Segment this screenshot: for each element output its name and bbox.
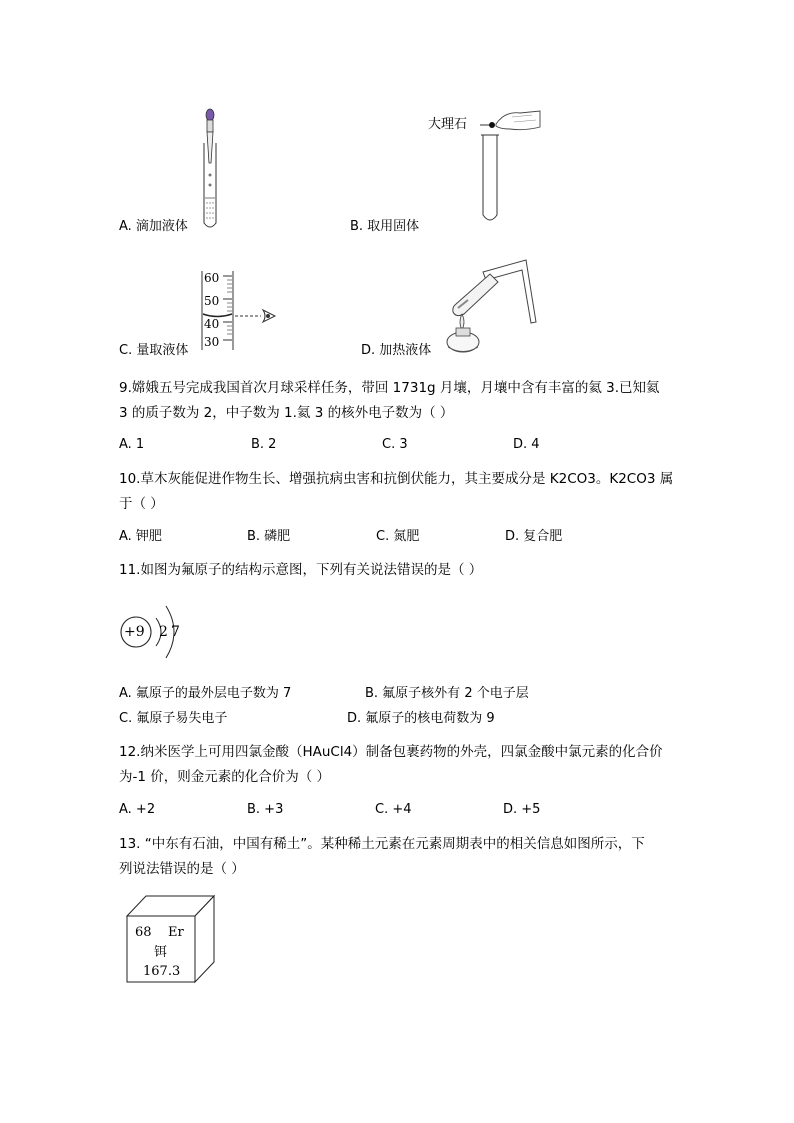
q9-stem-line1: 9.嫦娥五号完成我国首次月球采样任务，带回 1731g 月壤，月壤中含有丰富的氦 3.已知氦	[119, 380, 660, 396]
option-b-label: B. 取用固体	[350, 219, 420, 234]
q10-option-a[interactable]: A. 钾肥	[119, 529, 162, 544]
q9-option-c[interactable]: C. 3	[382, 437, 408, 452]
q12-option-a[interactable]: A. +2	[119, 802, 156, 817]
tick-60: 60	[204, 271, 220, 285]
q12-option-d[interactable]: D. +5	[503, 802, 541, 817]
q10-stem-line1: 10.草木灰能促进作物生长、增强抗病虫害和抗倒伏能力，其主要成分是 K2CO3。K2CO3 属	[119, 471, 674, 487]
shell1-electrons: 2	[159, 624, 168, 640]
q13-stem-line2: 列说法错误的是（ ）	[119, 861, 245, 877]
q11-stem-line1: 11.如图为氟原子的结构示意图，下列有关说法错误的是（ ）	[119, 562, 483, 578]
q12-stem-line2: 为-1 价，则金元素的化合价为（ ）	[119, 769, 331, 785]
atomic-mass: 167.3	[143, 964, 181, 979]
q11-option-d[interactable]: D. 氟原子的核电荷数为 9	[347, 711, 495, 726]
q10-option-c[interactable]: C. 氮肥	[376, 529, 420, 544]
dropper-figure	[195, 105, 230, 230]
q13-stem-line1: 13. “中东有石油，中国有稀土”。某种稀土元素在元素周期表中的相关信息如图所示，下	[119, 836, 645, 852]
q12-stem-line1: 12.纳米医学上可用四氯金酸（HAuCl4）制备包裹药物的外壳，四氯金酸中氯元素的化合价	[119, 744, 663, 760]
q9-option-d[interactable]: D. 4	[513, 437, 540, 452]
q11-option-c[interactable]: C. 氟原子易失电子	[119, 711, 228, 726]
q12-option-b[interactable]: B. +3	[247, 802, 284, 817]
tick-30: 30	[204, 335, 220, 349]
tick-50: 50	[204, 294, 220, 308]
element-symbol: Er	[168, 925, 184, 940]
q9-stem-line2: 3 的质子数为 2，中子数为 1.氦 3 的核外电子数为（ ）	[119, 405, 454, 421]
option-c-label: C. 量取液体	[119, 343, 189, 358]
q11-option-b[interactable]: B. 氟原子核外有 2 个电子层	[365, 686, 529, 701]
atomic-number: 68	[135, 925, 152, 940]
q10-stem-line2: 于（ ）	[119, 496, 164, 512]
option-d-label: D. 加热液体	[361, 343, 432, 358]
heating-figure	[438, 252, 543, 357]
q10-option-d[interactable]: D. 复合肥	[505, 529, 563, 544]
shell2-electrons: 7	[171, 624, 180, 640]
q10-option-b[interactable]: B. 磷肥	[247, 529, 291, 544]
marble-label: 大理石	[428, 117, 468, 132]
q9-option-a[interactable]: A. 1	[119, 437, 145, 452]
tick-40: 40	[204, 317, 220, 331]
element-name: 铒	[154, 945, 168, 960]
q12-option-c[interactable]: C. +4	[375, 802, 412, 817]
marble-tube-figure	[470, 105, 545, 230]
nucleus-charge: +9	[124, 624, 145, 640]
q9-option-b[interactable]: B. 2	[251, 437, 277, 452]
option-a-label: A. 滴加液体	[119, 219, 188, 234]
q11-option-a[interactable]: A. 氟原子的最外层电子数为 7	[119, 686, 292, 701]
